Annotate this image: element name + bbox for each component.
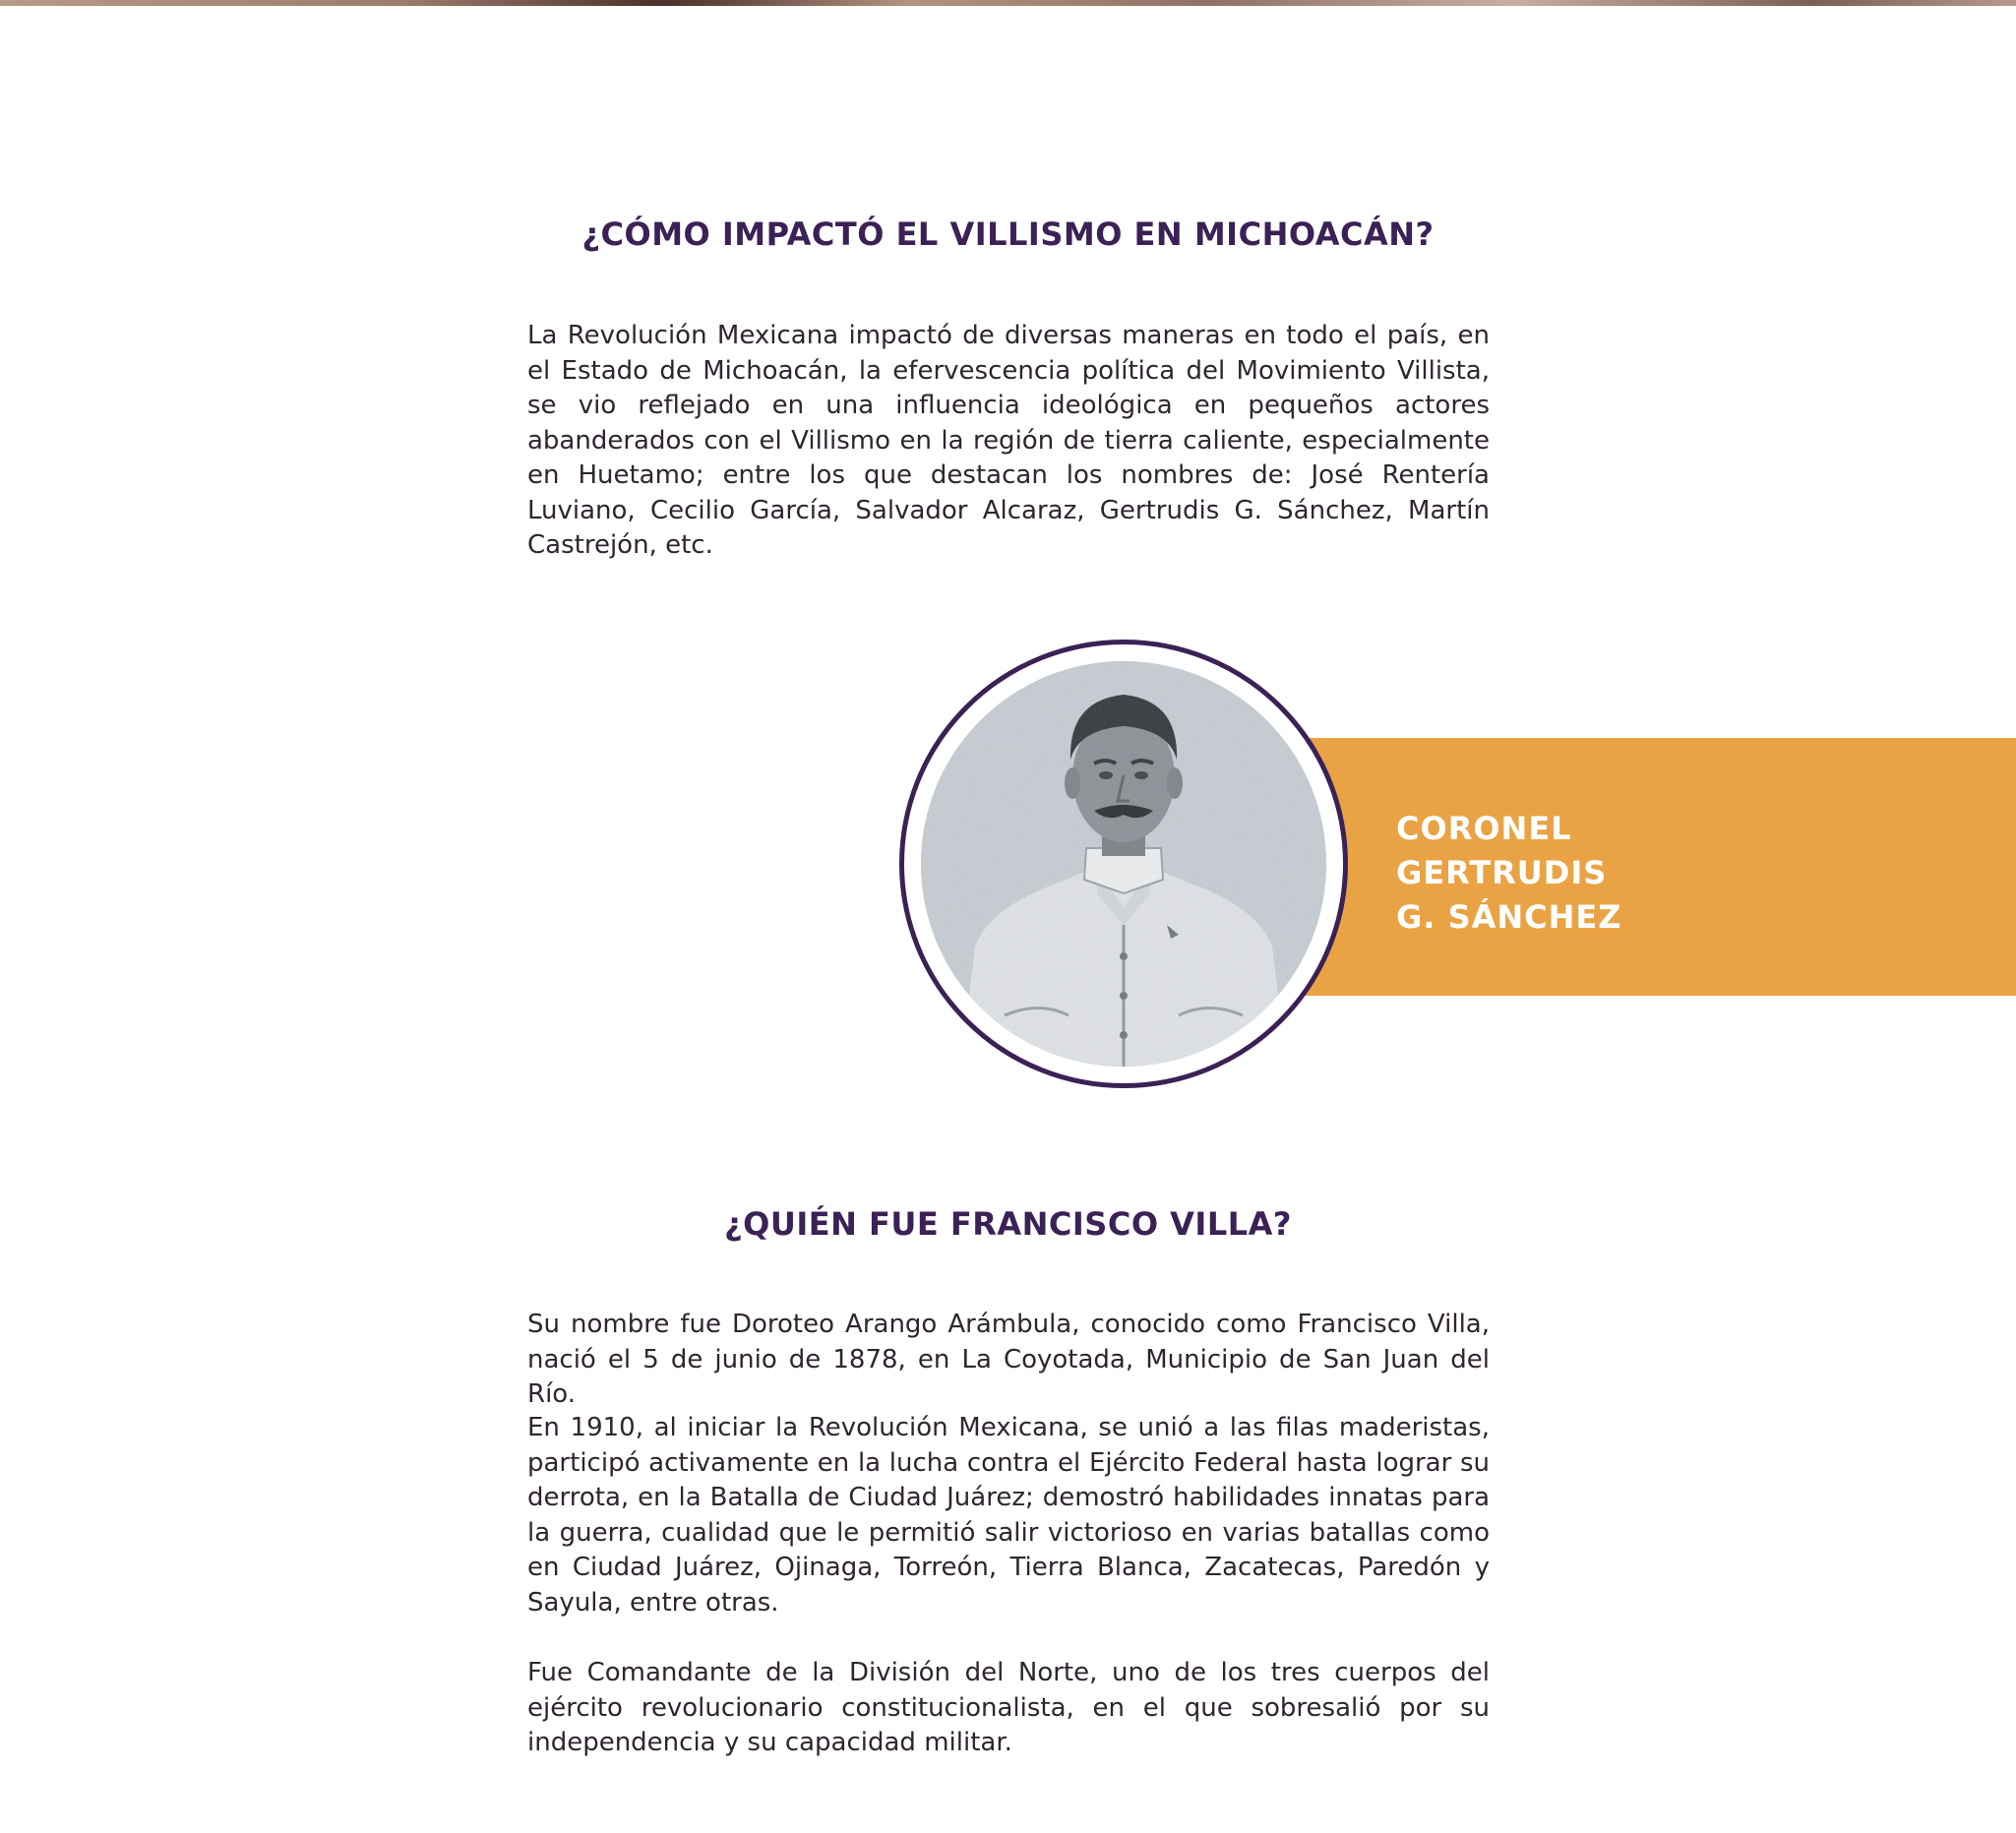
top-photo-strip: [0, 0, 2016, 6]
caption-line-surname: G. SÁNCHEZ: [1396, 898, 1622, 936]
paragraph-villa-division-norte: Fue Comandante de la División del Norte, uno de los tres cuerpos del ejército revolucionario constitucionalista, en el que sobresalió por su independencia y su capacidad militar.: [527, 1658, 1490, 1757]
portrait-photo-gertrudis-sanchez: [921, 661, 1326, 1067]
caption-line-first-name: GERTRUDIS: [1396, 854, 1608, 891]
paragraph-villa-revolution: En 1910, al iniciar la Revolución Mexicana, se unió a las filas maderistas, participó activamente en la lucha contra el Ejército Federal hasta lograr su derrota, en la Batalla de Ciudad Juárez; demostró habilidades innatas para la guerra, cualidad que le permitió salir victorioso en varias batallas como en Ciudad Juárez, Ojinaga, Torreón, Tierra Blanca, Zacatecas, Paredón y Sayula, entre otras.: [527, 1413, 1490, 1618]
caption-line-rank: CORONEL: [1396, 810, 1572, 847]
paragraph-villa-birth: Su nombre fue Doroteo Arango Arámbula, conocido como Francisco Villa, nació el 5 de junio de 1878, en La Coyotada, Municipio de San Juan del Río.: [527, 1310, 1490, 1409]
paragraph-villismo-impact: La Revolución Mexicana impactó de diversas maneras en todo el país, en el Estado de Michoacán, la efervescencia política del Movimiento Villista, se vio reflejado en una influencia ideológica en pequeños actores abanderados con el Villismo en la región de tierra caliente, especialmente en Huetamo; entre los que destacan los nombres de: José Rentería Luviano, Cecilio García, Salvador Alcaraz, Gertrudis G. Sánchez, Martín Castrejón, etc.: [527, 321, 1490, 560]
section-heading-francisco-villa: ¿QUIÉN FUE FRANCISCO VILLA?: [724, 1205, 1292, 1243]
portrait-caption: [1396, 807, 1621, 940]
section-heading-villismo-michoacan: ¿CÓMO IMPACTÓ EL VILLISMO EN MICHOACÁN?: [581, 215, 1435, 253]
